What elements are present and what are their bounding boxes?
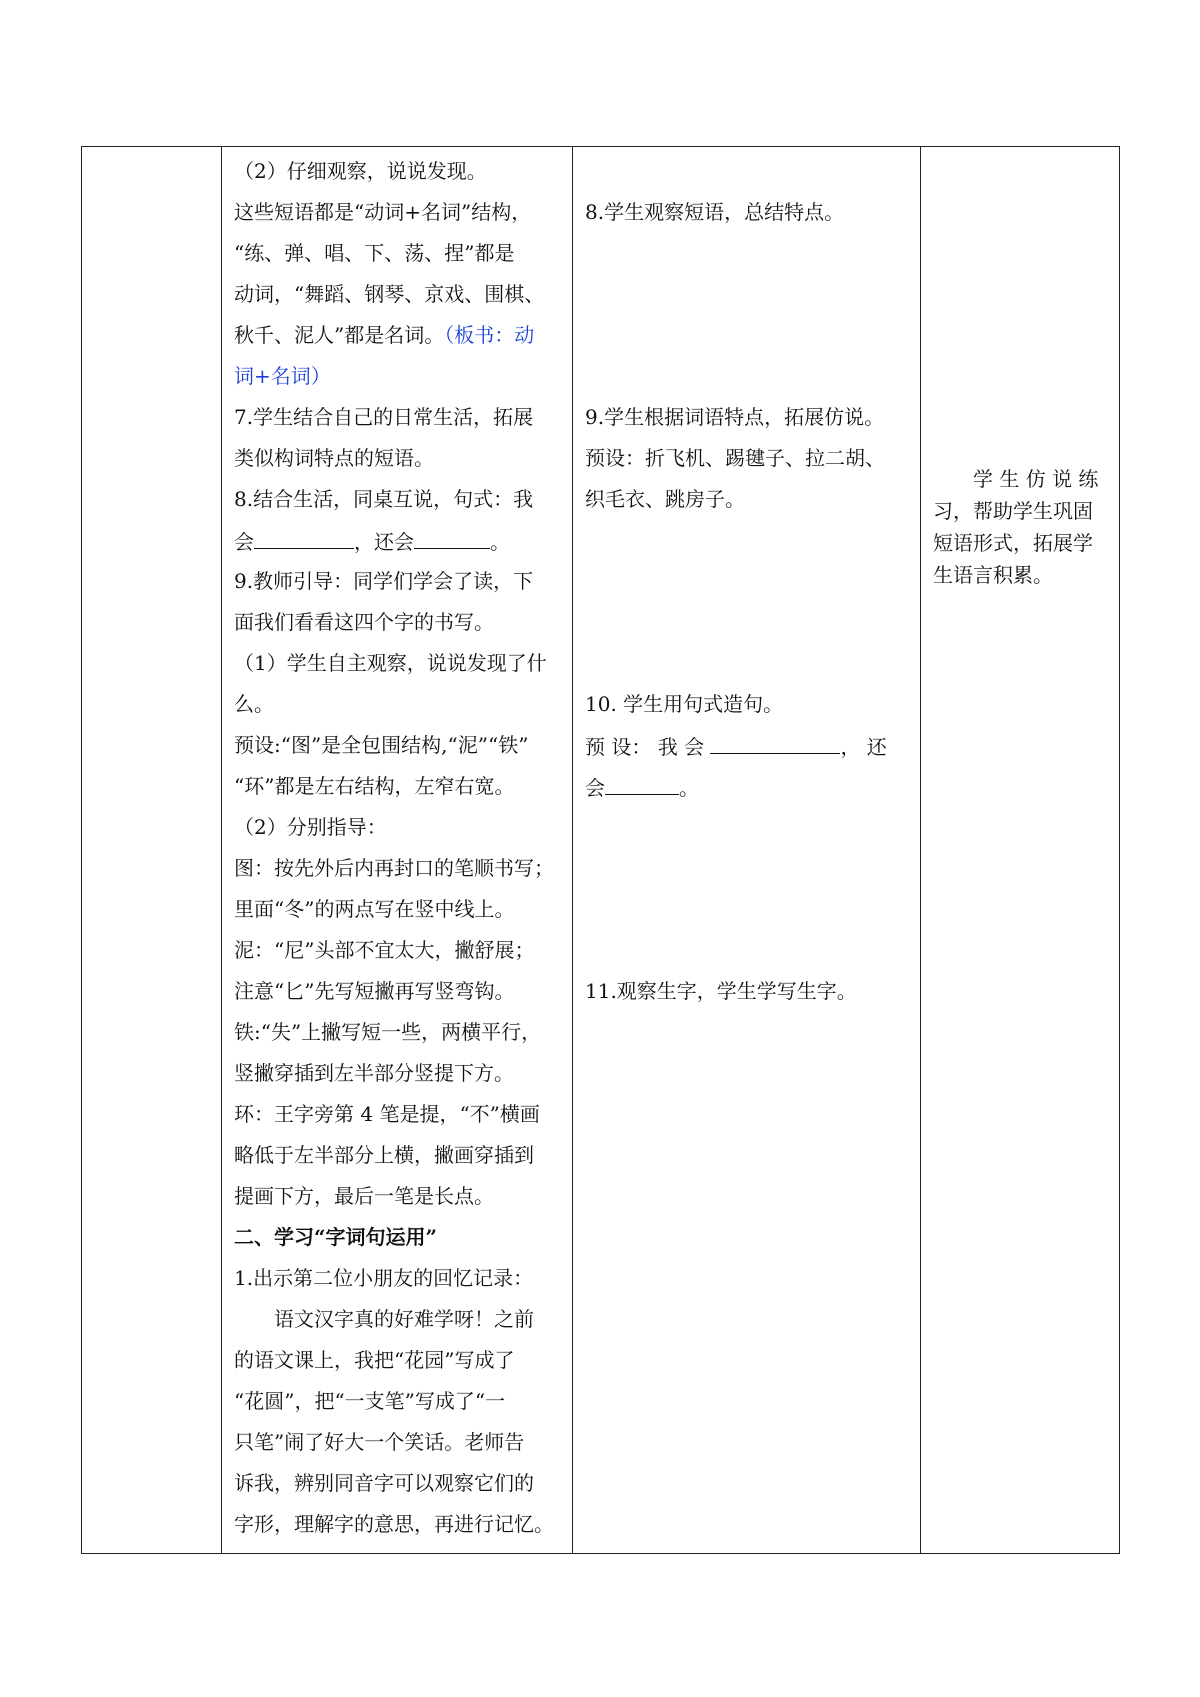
- section-heading: 二、学习“字词句运用”: [234, 1225, 438, 1249]
- quote-line: 诉我，辨别同音字可以观察它们的: [234, 1471, 534, 1495]
- text-segment: 。: [679, 776, 699, 800]
- text-line: 习，帮助学生巩固: [933, 499, 1093, 523]
- quote-line: 字形，理解字的意思，再进行记忆。: [234, 1512, 554, 1536]
- text-line: 这些短语都是“动词+名词”结构，: [234, 200, 532, 224]
- text-line: 略低于左半部分上横，撇画穿插到: [234, 1143, 534, 1167]
- text-segment: 预 设： 我 会: [585, 735, 705, 759]
- quote-line: 语文汉字真的好难学呀！之前: [274, 1307, 534, 1331]
- text-segment: 会: [234, 530, 254, 554]
- text-line: 么。: [234, 692, 274, 716]
- text-line: [585, 733, 887, 759]
- text-line: 泥：“尼”头部不宜太大，撇舒展；: [234, 938, 535, 962]
- text-line: 提画下方，最后一笔是长点。: [234, 1184, 494, 1208]
- fill-in-blank: [254, 528, 354, 549]
- quote-line: 只笔”闹了好大一个笑话。老师告: [234, 1430, 525, 1454]
- text-line: 短语形式，拓展学: [933, 531, 1093, 555]
- quote-line: 的语文课上，我把“花园”写成了: [234, 1348, 515, 1372]
- text-line: 7.学生结合自己的日常生活，拓展: [234, 405, 534, 429]
- design-intent-cell: [921, 147, 1120, 1554]
- text-line: （1）学生自主观察，说说发现了什: [234, 651, 547, 675]
- text-line: （2）仔细观察，说说发现。: [234, 159, 487, 183]
- text-segment: 秋千、泥人”都是名词。: [234, 323, 445, 347]
- blank-cell: [82, 147, 222, 1554]
- text-line: 竖撇穿插到左半部分竖提下方。: [234, 1061, 514, 1085]
- text-line: “练、弹、唱、下、荡、捏”都是: [234, 241, 515, 265]
- board-note: 词+名词）: [234, 364, 331, 388]
- text-line: 1.出示第二位小朋友的回忆记录：: [234, 1266, 534, 1290]
- teacher-activity-cell: [222, 147, 573, 1554]
- text-line: 学 生 仿 说 练: [973, 467, 1099, 491]
- fill-in-blank: [710, 733, 840, 754]
- text-line: （2）分别指导：: [234, 815, 387, 839]
- text-line: 10. 学生用句式造句。: [585, 692, 784, 716]
- text-line: 11.观察生字，学生学写生字。: [585, 979, 857, 1003]
- fill-in-blank: [605, 774, 679, 795]
- text-line: “环”都是左右结构，左窄右宽。: [234, 774, 515, 798]
- text-line: 9.教师引导：同学们学会了读，下: [234, 569, 534, 593]
- text-line: 生语言积累。: [933, 563, 1053, 587]
- text-segment: ， 还: [840, 735, 887, 759]
- text-line: 预设：折飞机、踢毽子、拉二胡、: [585, 446, 885, 470]
- text-line: 8.结合生活，同桌互说，句式：我: [234, 487, 534, 511]
- text-segment: 。: [490, 530, 510, 554]
- text-segment: 会: [585, 776, 605, 800]
- board-note: （板书：动: [444, 323, 535, 347]
- text-line: 预设:“图”是全包围结构,“泥”“铁”: [234, 733, 529, 757]
- text-line: 动词，“舞蹈、钢琴、京戏、围棋、: [234, 282, 545, 306]
- text-line: 类似构词特点的短语。: [234, 446, 434, 470]
- text-line: [234, 323, 534, 347]
- text-line: 9.学生根据词语特点，拓展仿说。: [585, 405, 885, 429]
- lesson-plan-table: [81, 146, 1120, 1554]
- text-segment: ，还会: [354, 530, 414, 554]
- text-line: 8.学生观察短语，总结特点。: [585, 200, 845, 224]
- text-line: 注意“匕”先写短撇再写竖弯钩。: [234, 979, 515, 1003]
- fill-in-blank: [414, 528, 490, 549]
- text-line: 铁:“失”上撇写短一些，两横平行，: [234, 1020, 542, 1044]
- table-row: [82, 147, 1120, 1554]
- text-line: 图：按先外后内再封口的笔顺书写；: [234, 856, 554, 880]
- text-line: 里面“冬”的两点写在竖中线上。: [234, 897, 515, 921]
- text-line: 织毛衣、跳房子。: [585, 487, 745, 511]
- text-line: [585, 774, 699, 800]
- text-line: [234, 528, 510, 554]
- text-line: 环：王字旁第 4 笔是提，“不”横画: [234, 1102, 540, 1126]
- quote-line: “花圆”，把“一支笔”写成了“一: [234, 1389, 506, 1413]
- text-line: 面我们看看这四个字的书写。: [234, 610, 494, 634]
- student-activity-cell: [573, 147, 921, 1554]
